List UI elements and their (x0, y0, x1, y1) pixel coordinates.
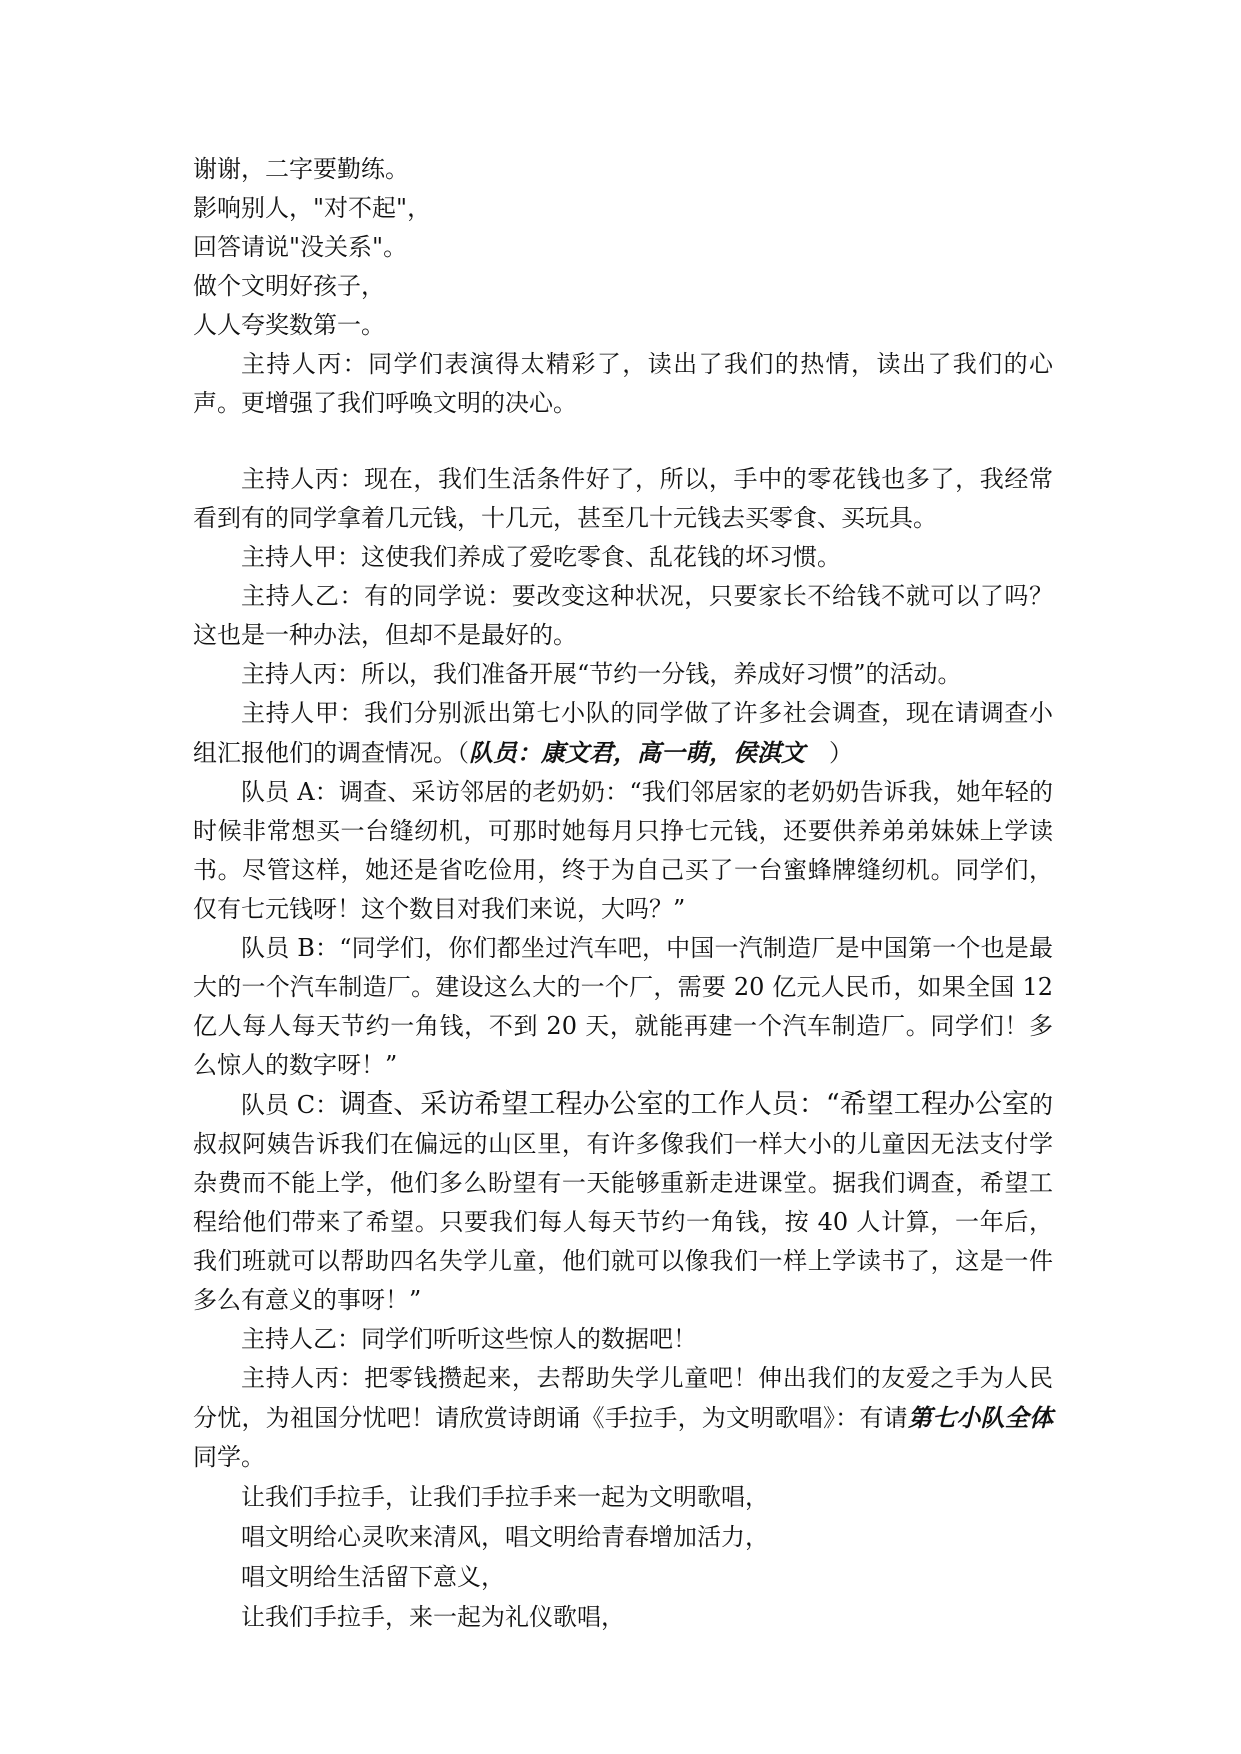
poem-line: 影响别人，"对不起"， (193, 194, 432, 222)
poem-line: 谢谢，二字要勤练。 (193, 155, 409, 183)
paragraph-host-c-praise: 主持人丙：同学们表演得太精彩了，读出了我们的热情，读出了我们的心声。更增强了我们呼唤文明的决心。 (193, 350, 1053, 417)
paragraph-member-c (193, 1085, 1053, 1320)
survey-intro-text: 主持人甲：我们分别派出第七小队的同学做了许多社会调查，现在请调查小组汇报他们的调查情况。（ (193, 699, 1053, 767)
survey-close-paren: ） (805, 739, 853, 767)
paragraph-host-a-survey (193, 694, 1053, 773)
paragraph-host-c-pocket-money: 主持人丙：现在，我们生活条件好了，所以，手中的零花钱也多了，我经常看到有的同学拿着几元钱，十几元，甚至几十元钱去买零食、买玩具。 (193, 465, 1053, 532)
squad-emphasis: 第七小队全体 (907, 1403, 1054, 1432)
poem-line: 回答请说"没关系"。 (193, 233, 408, 261)
verse-line: 让我们手拉手，来一起为礼仪歌唱， (241, 1603, 625, 1631)
member-c-large-text: 调查、采访希望工程办公室的工作人员：“希望工程办公室 (339, 1089, 1029, 1120)
poem-line: 做个文明好孩子， (193, 272, 385, 300)
member-c-text: 的叔叔阿姨告诉我们在偏远的山区里，有许多像我们一样大小的儿童因无法支付学杂费而不能上学，他们多么盼望有一天能够重新走进课堂。据我们调查，希望工程给他们带来了希望。只要我们每人每天节约一角钱，按 40 人计算，一年后，我们班就可以帮助四名失学儿童，他们就可以像我们一样上学读书了，这是一件多么有意义的事呀！” (193, 1091, 1053, 1314)
paragraph-host-b-opinion: 主持人乙：有的同学说：要改变这种状况，只要家长不给钱不就可以了吗？这也是一种办法，但却不是最好的。 (193, 582, 1053, 649)
invite-end: 同学。 (193, 1443, 265, 1471)
member-c-label: 队员 C： (241, 1091, 340, 1119)
poem-line: 人人夸奖数第一。 (193, 311, 385, 339)
verse-line: 唱文明给生活留下意义， (241, 1563, 505, 1591)
paragraph-member-a: 队员 A：调查、采访邻居的老奶奶：“我们邻居家的老奶奶告诉我，她年轻的时候非常想买一台缝纫机，可那时她每月只挣七元钱，还要供养弟弟妹妹上学读书。尽管这样，她还是省吃俭用，终于为自己买了一台蜜蜂牌缝纫机。同学们，仅有七元钱呀！这个数目对我们来说，大吗？” (193, 778, 1053, 923)
paragraph-host-c-activity: 主持人丙：所以，我们准备开展“节约一分钱，养成好习惯”的活动。 (241, 660, 962, 688)
verse-line: 唱文明给心灵吹来清风，唱文明给青春增加活力， (241, 1523, 769, 1551)
document-body (193, 150, 1053, 1637)
blank-line (193, 423, 1053, 460)
paragraph-host-b-data: 主持人乙：同学们听听这些惊人的数据吧！ (241, 1325, 697, 1353)
paragraph-host-a-habit: 主持人甲：这使我们养成了爱吃零食、乱花钱的坏习惯。 (241, 543, 841, 571)
invite-text: 主持人丙：把零钱攒起来，去帮助失学儿童吧！伸出我们的友爱之手为人民分忧，为祖国分忧吧！请欣赏诗朗诵《手拉手，为文明歌唱》：有请 (193, 1364, 1053, 1432)
verse-line: 让我们手拉手，让我们手拉手来一起为文明歌唱， (241, 1483, 769, 1511)
team-members-emphasis: 队员：康文君，高一萌，侯淇文 (469, 738, 805, 767)
paragraph-member-b: 队员 B：“同学们，你们都坐过汽车吧，中国一汽制造厂是中国第一个也是最大的一个汽车制造厂。建设这么大的一个厂，需要 20 亿元人民币，如果全国 12 亿人每人每天节约一角钱，不到 20 天，就能再建一个汽车制造厂。同学们！多么惊人的数字呀！” (193, 934, 1053, 1079)
paragraph-host-c-invite (193, 1359, 1053, 1477)
